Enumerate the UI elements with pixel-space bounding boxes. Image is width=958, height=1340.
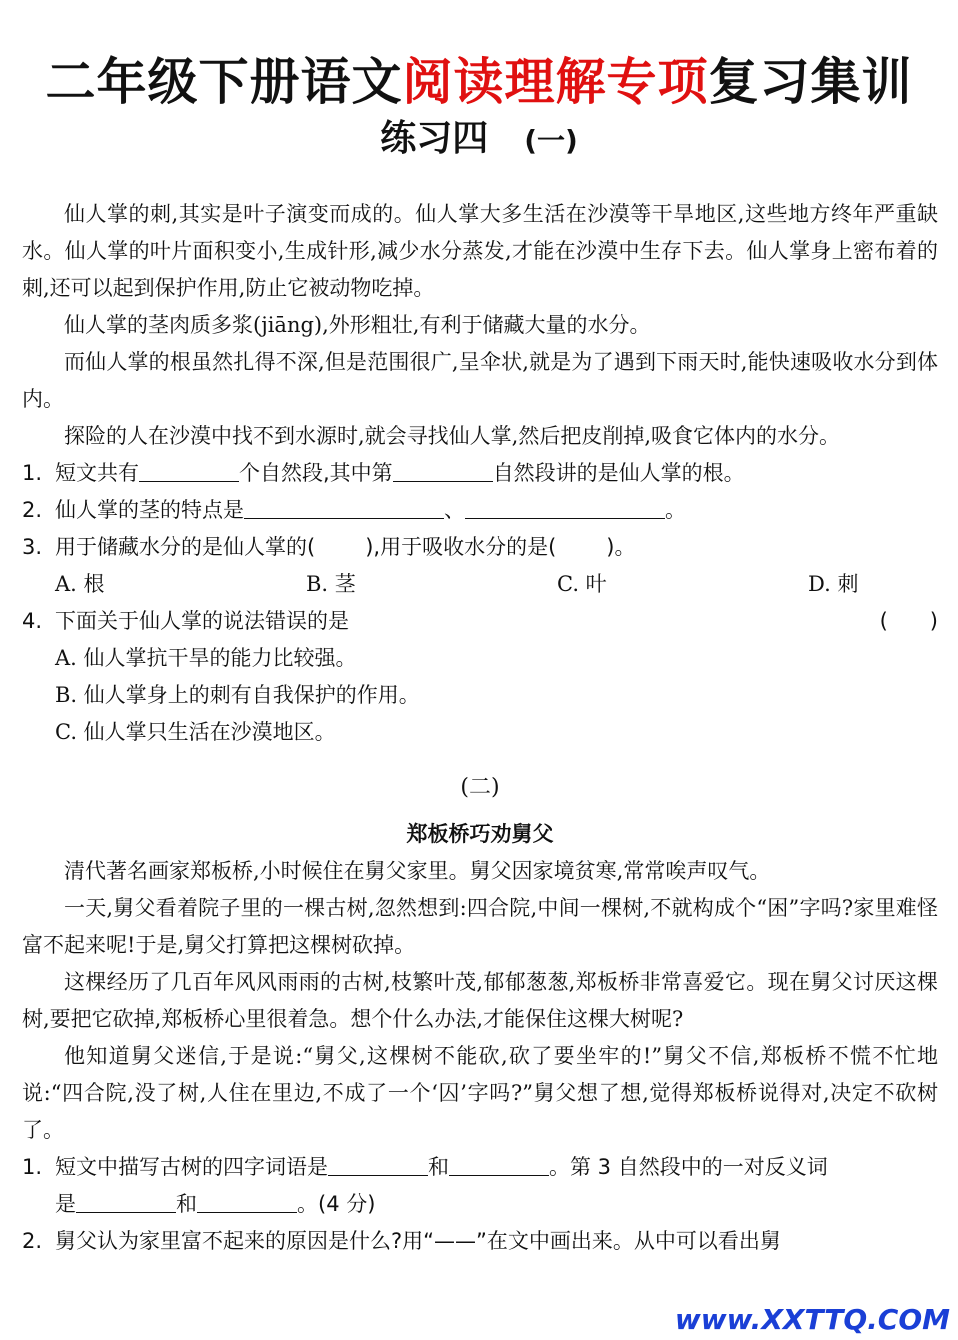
question-text: 和 [428, 1155, 449, 1179]
question-1-3-options [22, 566, 938, 603]
title-part-3: 复习集训 [708, 53, 913, 111]
question-text: )。 [606, 535, 636, 559]
question-text: ),用于吸收水分的是( [365, 535, 557, 559]
question-number: 2. [22, 498, 43, 522]
option-c: C. 仙人掌只生活在沙漠地区。 [55, 720, 336, 744]
question-text: 仙人掌的茎的特点是 [55, 498, 244, 522]
question-2-1 [22, 1149, 938, 1223]
option-c: C. 叶 [557, 572, 607, 596]
title-part-1: 二年级下册语文 [45, 53, 403, 111]
answer-blank[interactable] [244, 496, 444, 519]
passage-2-paragraph-1: 清代著名画家郑板桥,小时候住在舅父家里。舅父因家境贫寒,常常唉声叹气。 [64, 859, 771, 883]
article-title: 郑板桥巧劝舅父 [406, 822, 554, 846]
question-number: 1. [22, 1155, 43, 1179]
answer-blank[interactable] [465, 496, 665, 519]
question-number: 3. [22, 535, 43, 559]
passage-1-paragraph-1: 仙人掌的刺,其实是叶子演变而成的。仙人掌大多生活在沙漠等干旱地区,这些地方终年严重缺水。仙人掌的叶片面积变小,生成针形,减少水分蒸发,才能在沙漠中生存下去。仙人掌身上密布着的刺,还可以起到保护作用,防止它被动物吃掉。 [22, 202, 938, 300]
question-text: 。 [665, 498, 686, 522]
question-text: 是 [55, 1192, 76, 1216]
question-number: 4. [22, 609, 43, 633]
answer-paren[interactable]: ( ) [879, 609, 938, 633]
question-text: 、 [444, 498, 465, 522]
passage-1-paragraph-3: 而仙人掌的根虽然扎得不深,但是范围很广,呈伞状,就是为了遇到下雨天时,能快速吸收水分到体内。 [22, 350, 938, 411]
option-a: A. 仙人掌抗干旱的能力比较强。 [55, 646, 357, 670]
answer-blank[interactable] [328, 1153, 428, 1176]
worksheet-content [22, 196, 938, 1260]
title-part-red: 阅读理解专项 [402, 53, 709, 111]
passage-1-paragraph-2: 仙人掌的茎肉质多浆(jiāng),外形粗壮,有利于储藏大量的水分。 [64, 313, 651, 337]
option-b: B. 茎 [306, 572, 356, 596]
question-text: 用于储藏水分的是仙人掌的( [55, 535, 316, 559]
passage-2-paragraph-2: 一天,舅父看着院子里的一棵古树,忽然想到:四合院,中间一棵树,不就构成个“困”字吗?家里难怪富不起来呢!于是,舅父打算把这棵树砍掉。 [22, 896, 938, 957]
question-1-2 [22, 492, 938, 529]
option-d: D. 刺 [808, 572, 859, 596]
question-number: 2. [22, 1229, 43, 1253]
answer-blank[interactable] [139, 459, 239, 482]
watermark: www.XXTTQ.COM [671, 1303, 954, 1336]
passage-2-paragraph-3: 这棵经历了几百年风风雨雨的古树,枝繁叶茂,郁郁葱葱,郑板桥非常喜爱它。现在舅父讨厌这棵树,要把它砍掉,郑板桥心里很着急。想个什么办法,才能保住这棵大树呢? [22, 970, 938, 1031]
question-text: 个自然段,其中第 [239, 461, 393, 485]
question-2-2 [22, 1223, 938, 1260]
question-1-4 [22, 603, 938, 640]
passage-2-paragraph-4: 他知道舅父迷信,于是说:“舅父,这棵树不能砍,砍了要坐牢的!”舅父不信,郑板桥不慌不忙地说:“四合院,没了树,人住在里边,不成了一个‘囚’字吗?”舅父想了想,觉得郑板桥说得对,决定不砍树了。 [22, 1044, 938, 1142]
option-b: B. 仙人掌身上的刺有自我保护的作用。 [55, 683, 420, 707]
answer-blank[interactable] [449, 1153, 549, 1176]
answer-blank[interactable] [197, 1190, 297, 1213]
option-a: A. 根 [55, 572, 105, 596]
question-text: 。第 3 自然段中的一对反义词 [549, 1155, 828, 1179]
passage-1-paragraph-4: 探险的人在沙漠中找不到水源时,就会寻找仙人掌,然后把皮削掉,吸食它体内的水分。 [64, 424, 841, 448]
question-text: 。(4 分) [297, 1192, 376, 1216]
answer-blank[interactable] [76, 1190, 176, 1213]
section-2-label: (二) [460, 775, 500, 800]
question-text: 下面关于仙人掌的说法错误的是 [55, 609, 349, 633]
question-text: 短文中描写古树的四字词语是 [55, 1155, 328, 1179]
question-text: 和 [176, 1192, 197, 1216]
question-text: 舅父认为家里富不起来的原因是什么?用“——”在文中画出来。从中可以看出舅 [55, 1229, 781, 1253]
subtitle-part: (一) [524, 124, 578, 157]
question-text: 自然段讲的是仙人掌的根。 [492, 461, 745, 485]
page-title [0, 52, 958, 112]
subtitle-text: 练习四 [380, 118, 489, 159]
question-1-1 [22, 455, 938, 492]
question-text: 短文共有 [55, 461, 139, 485]
page-subtitle [0, 116, 958, 164]
answer-blank[interactable] [393, 459, 493, 482]
question-1-3 [22, 529, 938, 566]
question-number: 1. [22, 461, 43, 485]
